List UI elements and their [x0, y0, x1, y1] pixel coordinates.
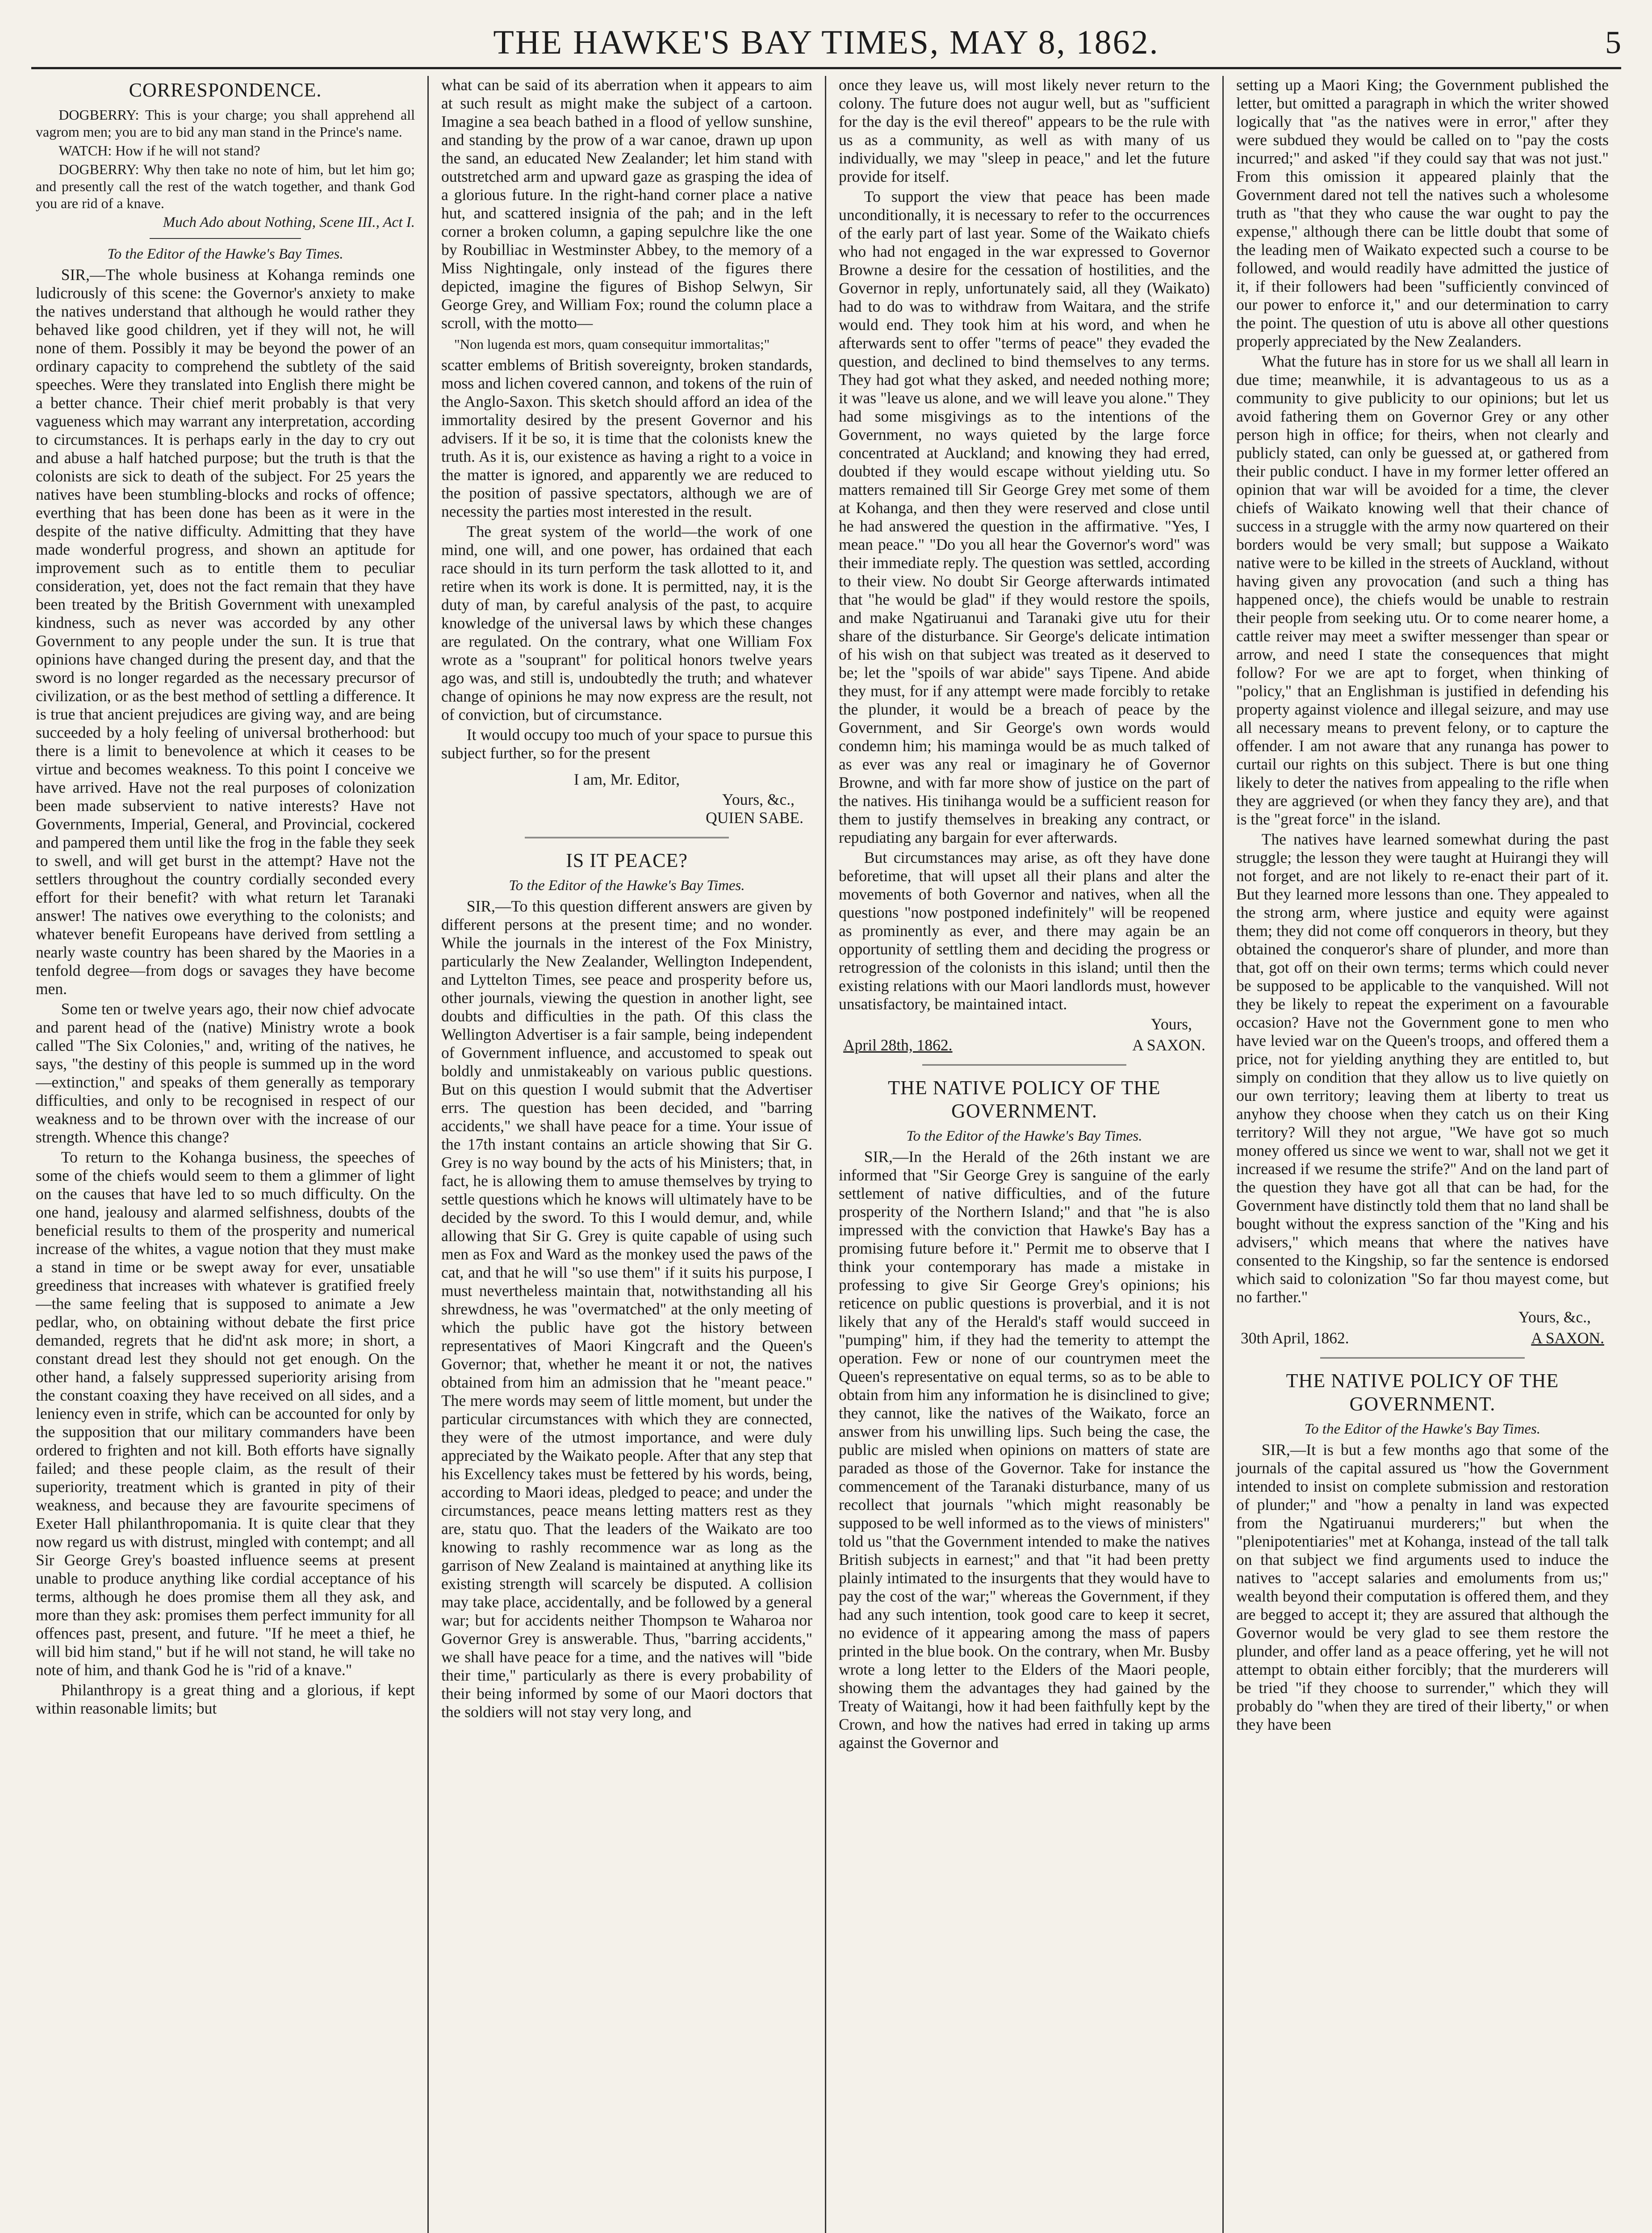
newspaper-page: [31, 18, 1621, 2233]
date-signature-line: [1241, 1329, 1604, 1347]
letter-date: 30th April, 1862.: [1241, 1329, 1349, 1347]
paragraph: scatter emblems of British sovereignty, broken standards, moss and lichen covered cannon, and tokens of the ruin of the Anglo-Saxon. This sketch should afford an idea of the immortality desired by the present Governor and his advisers. If it be so, it is time that the colonists knew the truth. As it is, our existence as having a right to a voice in the matter is ignored, and apparently we are reduced to the position of passive spectators, although we are of necessity the parties most interested in the result.: [441, 356, 812, 520]
closing-yours: Yours,: [1150, 1015, 1192, 1033]
closing-yours: Yours, &c.,: [1518, 1308, 1591, 1326]
closing-yours: Yours, &c.,: [722, 790, 795, 808]
columns: [31, 76, 1621, 2233]
paragraph: SIR,—It is but a few months ago that some of the journals of the capital assured us "how the Government intended to insist on complete submission and restoration of plunder;" and "how a penalty in land was expected from the Ngatiruanui murderers;" but when the "plenipotentiaries" met at Kohanga, instead of the tall talk on that subject we find arguments used to induce the natives to "accept salaries and emoluments from us;" wealth beyond their computation is offered them, and they are begged to accept it; they are assured that although the Governor would be very glad to see them restore the plunder, and offer land as a peace offering, yet he will not attempt to obtain either forcibly; that the murderers will be tried "if they choose to surrender," which they will probably do "when they are tired of their liberty," or when they have been: [1236, 1441, 1609, 1733]
epigraph-source: Much Ado about Nothing, Scene III., Act I.: [163, 214, 415, 230]
to-editor-line: To the Editor of the Hawke's Bay Times.: [509, 878, 745, 894]
correspondence-heading: CORRESPONDENCE.: [129, 79, 322, 101]
closing-salute: I am, Mr. Editor,: [573, 770, 680, 788]
column-4: [1224, 76, 1621, 2233]
column-3: [826, 76, 1224, 2233]
paragraph: setting up a Maori King; the Government published the letter, but omitted a paragraph in which the writer showed logically that "as the natives were in error," after they were subdued they would be called on to "pay the costs incurred;" and asked "if they could say that was not just." From this omission it appeared plainly that the Government dared not tell the natives such a wholesome truth as "that they who cause the war ought to pay the expense," although there can be little doubt that some of the leading men of Waikato expected such a course to be followed, and would readily have admitted the justice of it, if their followers had been "sufficiently convinced of our power to enforce it," and our determination to carry the point. The question of utu is above all other questions properly appreciated by the New Zealanders.: [1236, 76, 1609, 350]
paragraph: To support the view that peace has been made unconditionally, it is necessary to refer to the occurrences of the early part of last year. Some of the Waikato chiefs who had not engaged in the war expressed to Governor Browne a desire for the cessation of hostilities, and the Governor in reply, unfortunately said, all they (Waikato) had to do was to withdraw from Waitara, and the strife would end. They took him at his word, and when he afterwards sent to offer "terms of peace" they evaded the question, and declined to bind themselves to any terms. They had got what they asked, and needed nothing more; it was "leave us alone, and we will leave you alone." They had some misgivings as to the intentions of the Government, no ways quieted by the large force concentrated at Auckland; and knowing they had erred, doubted if they would escape without yielding utu. So matters remained till Sir George Grey met some of them at Kohanga, and then they were reserved and close until he had answered the question in the affirmative. "Yes, I mean peace." "Do you all hear the Governor's word" was their immediate reply. The question was settled, according to their view. No doubt Sir George afterwards intimated that "he would be glad" if they would restore the spoils, and make Ngatiruanui and Taranaki give utu for their share of the disturbance. Sir George's delicate intimation of his wish on that subject was treated as it deserved to be; let the "spoils of war abide" says Tipene. And abide they must, for if any attempt were made forcibly to retake the plunder, it would be a breach of peace by the Government, and Sir George's own words would condemn him; his maminga would be as much talked of as ever was any real or imaginary he of Governor Browne, and with far more show of justice on the part of the natives. His tinihanga would be a sufficient reason for them to justify themselves in breaking any contract, or repudiating any bargain for ever afterwards.: [839, 188, 1210, 846]
paragraph: The great system of the world—the work of one mind, one will, and one power, has ordained that each race should in its turn perform the task allotted to it, and retire when its work is done. It is permitted, nay, it is the duty of man, by careful analysis of the past, to acquire knowledge of the universal laws by which these changes are regulated. On the contrary, what one William Fox wrote as a "souprant" for political honors twelve years ago was, and still is, undoubtedly the truth; and whatever change of opinions he may now express are the result, not of conviction, but of circumstance.: [441, 523, 812, 723]
section-divider: [525, 837, 729, 841]
masthead-title: THE HAWKE'S BAY TIMES, MAY 8, 1862.: [493, 24, 1159, 61]
section-divider: [1320, 1357, 1525, 1361]
signature: A SAXON.: [1531, 1329, 1604, 1347]
paragraph: SIR,—To this question different answers are given by different persons at the present time; and no wonder. While the journals in the interest of the Fox Ministry, particularly the New Zealander, Wellington Independent, and Lyttelton Times, see peace and prosperity before us, other journals, viewing the question in another light, see doubts and difficulties in the path. Of this class the Wellington Advertiser is a fair sample, being independent of Government influence, and accustomed to speak out boldly and unmistakeably on various public questions. But on this question I would submit that the Advertiser errs. The question has been decided, and "barring accidents," we shall have peace for a time. Your issue of the 17th instant contains an article showing that Sir G. Grey is no way bound by the acts of his Ministers; that, in fact, he is allowing them to amuse themselves by trying to settle questions which he knows will ultimately have to be decided by the sword. To this I would demur, and, while allowing that Sir G. Grey is quite capable of using such men as Fox and Ward as the monkey used the paws of the cat, and that he will "so use them" if it suits his purpose, I must nevertheless maintain that, notwithstanding all his shrewdness, he was "overmatched" at the only meeting of which the public have got the history between representatives of Maori Kingcraft and the Queen's Governor; that, whether he meant it or not, the natives obtained from him an admission that he "meant peace." The mere words may seem of little moment, but under the particular circumstances with which they are connected, they were of the utmost importance, and were duly appreciated by the Waikato people. After that any step that his Excellency takes must be fettered by his words, being, according to Maori ideas, pledged to peace; and under the circumstances, peace means letting matters rest as they are, statu quo. That the leaders of the Waikato are too knowing to rashly recommence war as long as the garrison of New Zealand is maintained at anything like its existing strength will scarcely be disputed. A collision may take place, accidentally, and be followed by a general war; but for accidents neither Thompson te Waharoa nor Governor Grey is answerable. Thus, "barring accidents," we shall have peace for a time, and the natives will "bide their time," particularly as there is every probability of their being informed by some of our Maori doctors that the soldiers will not stay very long, and: [441, 897, 812, 1721]
epigraph-line: WATCH: How if he will not stand?: [59, 142, 260, 159]
is-it-peace-heading: IS IT PEACE?: [566, 849, 688, 871]
date-signature-line: [843, 1036, 1205, 1054]
signature: QUIEN SABE.: [706, 809, 803, 827]
paragraph: The natives have learned somewhat during the past struggle; the lesson they were taught at Huirangi they will not forget, and are not likely to re-enact their part of it. But they learned more lessons than one. They appealed to the strong arm, where justice and equity were against them; they did not come off conquerors in theory, but they obtained the conqueror's share of plunder, and more than that, got off on their own terms; terms which could never be supposed to be applicable to the vanquished. Will not they be likely to repeat the experiment on a favourable occasion? Have not the Government gone to men who have levied war on the Queen's troops, and offered them a price, not for yielding anything they are entitled to, but simply on condition that they allow us to live quietly on our own territory; leaving them at liberty to treat us anyhow they choose when they catch us on their King territory? Will they not argue, "We have got so much money offered us since we went to war, shall not we get it increased if we resume the strife?" And on the land part of the question they have got all that can be had, for the Government have distinctly told them that no land shall be bought without the express sanction of the "King and his advisers," which means that where the natives have consented to the Kingship, so far the sentence is endorsed which said to colonization "So far thou mayest come, but no farther.": [1236, 830, 1609, 1306]
paragraph: SIR,—In the Herald of the 26th instant we are informed that "Sir George Grey is sanguine of the early settlement of native difficulties, and of the future prosperity of the Northern Island;" and that "he is also impressed with the conviction that Hawke's Bay has a promising future before it." Permit me to observe that I think your contemporary has made a mistake in professing to give Sir George Grey's opinions; his reticence on public questions is proverbial, and it is not likely that any of the Herald's staff would succeed in "pumping" him, if they had the temerity to attempt the operation. Few or none of our countrymen meet the Queen's representative on equal terms, so as to be able to obtain from him any information he is disinclined to give; they cannot, like the natives of the Waikato, force an answer from his unwilling lips. Such being the case, the public are misled when opinions on matters of state are paraded as those of the Governor. Take for instance the commencement of the Taranaki disturbance, many of us recollect that journals "which might reasonably be supposed to be well informed as to the views of ministers" told us "that the Government intended to make the natives British subjects in earnest;" and that "it had been pretty plainly intimated to the insurgents that they would have to pay the cost of the war;" whereas the Government, if they had any such intention, took good care to keep it secret, no evidence of it appearing among the mass of papers printed in the blue book. On the contrary, when Mr. Busby wrote a long letter to the Elders of the Maori people, showing them the advantages they had gained by the Treaty of Waitangi, how it had been faithfully kept by the Crown, and how the natives had erred in taking up arms against the Governor and: [839, 1148, 1210, 1752]
paragraph: Some ten or twelve years ago, their now chief advocate and parent head of the (native) Ministry wrote a book called "The Six Colonies," and, writing of the natives, he says, "the destiny of this people is summed up in the word—extinction," and speaks of them generally as temporary difficulties, and only to be recognised in respect of our weakness and to be thrown over with the increase of our strength. Whence this change?: [36, 1000, 415, 1146]
column-2: [429, 76, 826, 2233]
to-editor-line: To the Editor of the Hawke's Bay Times.: [107, 246, 343, 262]
divider: [150, 238, 301, 239]
signature: A SAXON.: [1132, 1036, 1205, 1054]
paragraph: To return to the Kohanga business, the speeches of some of the chiefs would seem to them a glimmer of light on the causes that have led to so much difficulty. On the one hand, jealousy and alarmed selfishness, doubts of the beneficial results to them of the prosperity and numerical increase of the whites, a vague notion that they must make a stand in time or be swept away for ever, unsatiable greediness that increases with whatever is gratified freely—the same feeling that is supposed to animate a Jew pedlar, who, on obtaining without debate the first price demanded, regrets that he did'nt ask more; in short, a constant dread lest they should not get enough. On the other hand, a falsely suppressed superiority arising from the constant coaxing they have received on all sides, and a leniency even in strife, which can be accounted for only by the supposition that our military commanders have been ordered to frighten and not kill. Both efforts have signally failed; and these people claim, as the result of their superiority, treatment which is granted in pity of their weakness, and because they are favourite specimens of Exeter Hall philanthropomania. It is quite clear that they now regard us with distrust, mingled with contempt; and all Sir George Grey's boasted influence seems at present unable to produce anything like cordial acceptance of his terms, although he does promise them all they ask, and more than they ask: promises them perfect immunity for all offences past, present, and future. "If he meet a thief, he will bid him stand," but if he will not stand, he will take no note of him, and thank God he is "rid of a knave.": [36, 1148, 415, 1679]
masthead: [31, 18, 1621, 69]
paragraph: what can be said of its aberration when it appears to aim at such result as might make the subject of a cartoon. Imagine a sea beach bathed in a flood of yellow sunshine, and standing by the prow of a war canoe, drawn up upon the sand, an educated New Zealander; let him stand with outstretched arm and upward gaze as grasping the idea of a glorious future. In the right-hand corner place a native hut, and scattered insignia of the pah; and in the left corner a broken column, a gaping sepulchre like the one by Roubilliac in Westminster Abbey, to the memory of a Miss Nightingale, only instead of the figures there depicted, imagine the figures of Bishop Selwyn, Sir George Grey, and William Fox; round the column place a scroll, with the motto—: [441, 76, 812, 332]
paragraph: But circumstances may arise, as oft they have done beforetime, that will upset all their plans and alter the movements of both Governor and natives, when all the questions "now postponed indefinitely" will be reopened as prominently as ever, and there may again be an opportunity of settling them and deciding the progress or retrogression of the colonists in this island; until then the existing relations with our Maori landlords must, however unsatisfactory, be maintained intact.: [839, 849, 1210, 1013]
letter-date: April 28th, 1862.: [843, 1036, 953, 1054]
native-policy-heading: THE NATIVE POLICY OF THE GOVERNMENT.: [1286, 1370, 1559, 1415]
section-divider: [922, 1064, 1126, 1068]
paragraph: once they leave us, will most likely never return to the colony. The future does not augur well, but as "sufficient for the day is the evil thereof" appears to be the rule with us as a community, as well as with many of us individually, we may "sleep in peace," and let the future provide for itself.: [839, 76, 1210, 185]
motto-verse: "Non lugenda est mors, quam consequitur immortalitas;": [454, 336, 770, 352]
epigraph-line: DOGBERRY: This is your charge; you shall apprehend all vagrom men; you are to bid any man stand in the Prince's name.: [36, 107, 415, 140]
page-number: 5: [1605, 25, 1621, 60]
paragraph: Philanthropy is a great thing and a glorious, if kept within reasonable limits; but: [36, 1681, 415, 1717]
epigraph-line: DOGBERRY: Why then take no note of him, but let him go; and presently call the rest of the watch together, and thank God you are rid of a knave.: [36, 161, 415, 211]
paragraph: It would occupy too much of your space to pursue this subject further, so for the present: [441, 726, 812, 762]
paragraph: SIR,—The whole business at Kohanga reminds one ludicrously of this scene: the Governor's anxiety to make the natives understand that although he would rather they behaved like good children, yet if they will not, he will none of them. Possibly it may be beyond the power of an ordinary capacity to comprehend the subtlety of the said speeches. Were they translated into English there might be a better chance. Their chief merit probably is that very vagueness which may warrant any interpretation, according to circumstances. It is perhaps early in the day to cry out and abuse a half hatched purpose; but the truth is that the colonists are sick to death of the subject. For 25 years the natives have been stumbling-blocks and rocks of offence; everthing that has been done has been as it were in the despite of the native difficulty. Admitting that they have made wonderful progress, and shown an aptitude for improvement such as to entitle them to peculiar consideration, yet, does not the fact remain that they have been treated by the British Government with unexampled kindness, such as never was accorded by any other Government to any people under the sun. It is true that opinions have changed during the present day, and that the sword is no longer regarded as the necessary precursor of civilization, or as the best method of settling a difference. It is true that ancient prejudices are giving way, and are being succeeded by a holy feeling of universal brotherhood: but there is a limit to benevolence at which it ceases to be virtue and becomes weakness. To this point I conceive we have arrived. Have not the real purposes of colonization been made subservient to native interests? Have not Governments, Imperial, General, and Provincial, cockered and pampered them until like the frog in the fable they seek to swell, and will get burst in the attempt? Have not the settlers throughout the country cordially seconded every effort for their benefit? with what return let Taranaki answer! The natives owe everything to the colonists; and whatever benefit Europeans have derived from settling a nearly waste country has been shared by the Maories in a tenfold degree—from dogs or savages they have become men.: [36, 266, 415, 998]
to-editor-line: To the Editor of the Hawke's Bay Times.: [906, 1128, 1142, 1144]
native-policy-heading: THE NATIVE POLICY OF THE GOVERNMENT.: [888, 1077, 1161, 1122]
column-1: [31, 76, 429, 2233]
paragraph: What the future has in store for us we shall all learn in due time; meanwhile, it is advantageous to us as a community to give publicity to our opinions; but let us avoid fathering them on Governor Grey or any other person high in office; for theirs, when not clearly and publicly stated, can only be guessed at, or gathered from their public conduct. I have in my former letter offered an opinion that war will be avoided for a time, the clever chiefs of Waikato knowing well that their chance of success in a struggle with the army now quartered on their borders would be very small; but suppose a Waikato native were to be killed in the streets of Auckland, without having given any provocation (and such a thing has happened once), the chiefs would be unable to restrain their people from seeking utu. Or to come nearer home, a cattle reiver may meet a swifter messenger than spear or arrow, and need I state the consequences that might follow? For we are apt to forget, when thinking of "policy," that an Englishman is justified in defending his property against violence and illegal seizure, and may use all necessary means to prevent felony, or to capture the offender. I am not aware that any runanga has power to curtail our rights on this subject. There is but one thing likely to deter the natives from appealing to the rifle when they are aggrieved (or when they fancy they are), and that is the "great force" in the island.: [1236, 352, 1609, 828]
to-editor-line: To the Editor of the Hawke's Bay Times.: [1304, 1421, 1541, 1437]
